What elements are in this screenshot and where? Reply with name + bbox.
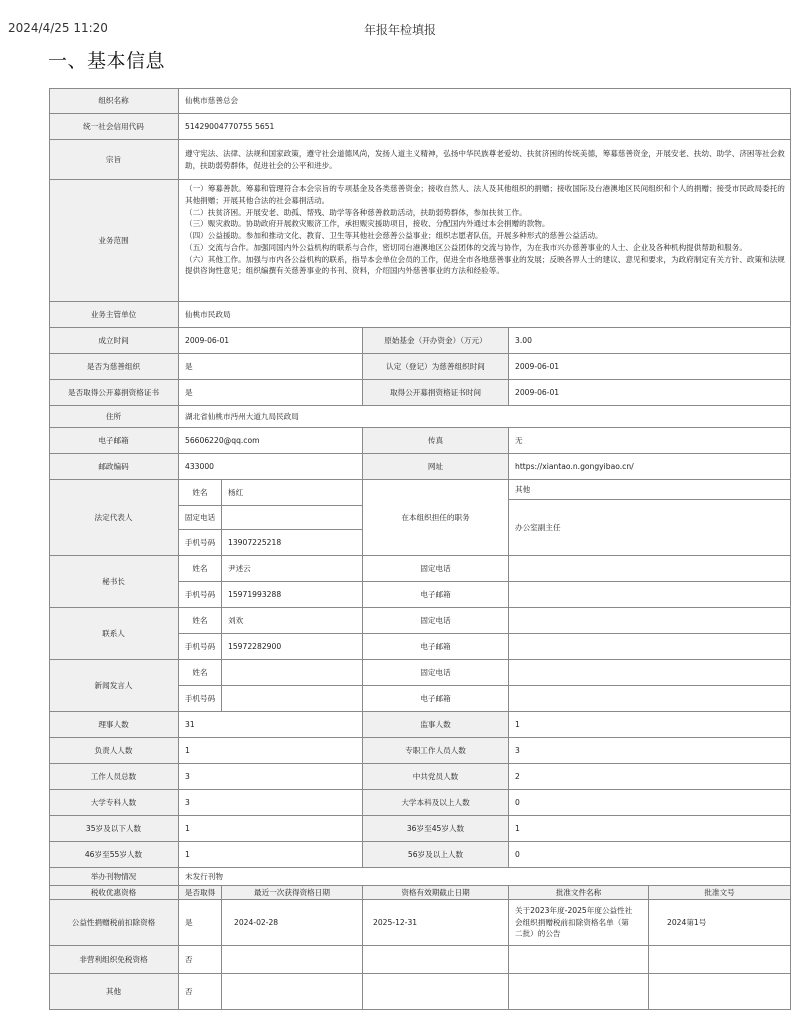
legal-rep-mobile-label: 手机号码 xyxy=(179,530,222,556)
purpose-value: 遵守宪法、法律、法规和国家政策，遵守社会道德风尚，发扬人道主义精神，弘扬中华民族尊老爱幼、扶贫济困的传统美德，筹募慈善资金，开展安老、扶幼、助学、济困等社会救助，扶助弱势群体，促进社会的公平和进步。 xyxy=(179,140,791,180)
recognized-value: 2009-06-01 xyxy=(509,354,791,380)
tax-row-obtained: 否 xyxy=(179,974,222,1010)
spokesperson-name-label: 姓名 xyxy=(179,660,222,686)
contact-phone-label: 固定电话 xyxy=(363,608,509,634)
org-name-value: 仙桃市慈善总会 xyxy=(179,88,791,114)
document-title: 年报年检填报 xyxy=(363,23,436,37)
stat-value: 0 xyxy=(509,790,791,816)
tax-row-name: 公益性捐赠税前扣除资格 xyxy=(49,900,179,946)
stat-label: 理事人数 xyxy=(49,712,179,738)
tax-header: 最近一次获得资格日期 xyxy=(222,886,363,900)
stat-label: 监事人数 xyxy=(363,712,509,738)
fund-value: 3.00 xyxy=(509,328,791,354)
is-charity-label: 是否为慈善组织 xyxy=(49,354,179,380)
publication-label: 举办刊物情况 xyxy=(49,868,179,886)
postcode-label: 邮政编码 xyxy=(49,454,179,480)
tax-row-date: 2024-02-28 xyxy=(222,900,363,946)
tax-row-number xyxy=(649,974,791,1010)
legal-rep-phone-label: 固定电话 xyxy=(179,506,222,530)
tax-row-doc xyxy=(509,974,649,1010)
email-label: 电子邮箱 xyxy=(49,428,179,454)
stat-label: 负责人人数 xyxy=(49,738,179,764)
contact-name: 刘欢 xyxy=(222,608,363,634)
contact-email-label: 电子邮箱 xyxy=(363,634,509,660)
stat-label: 35岁及以下人数 xyxy=(49,816,179,842)
tax-row-doc xyxy=(509,946,649,974)
legal-rep-position-type: 其他 xyxy=(509,480,791,500)
tax-row-number xyxy=(649,946,791,974)
legal-rep-name: 杨红 xyxy=(222,480,363,506)
tax-row-expiry: 2025-12-31 xyxy=(363,900,509,946)
tax-row-date xyxy=(222,946,363,974)
stat-value: 1 xyxy=(179,816,363,842)
stat-value: 1 xyxy=(509,712,791,738)
stat-label: 中共党员人数 xyxy=(363,764,509,790)
secretary-phone xyxy=(509,556,791,582)
spokesperson-email-label: 电子邮箱 xyxy=(363,686,509,712)
scope-item: （三）赈灾救助。协助政府开展救灾赈济工作，承担赈灾援助项目，接收、分配国内外通过本会捐赠的款物。 xyxy=(185,219,550,229)
basic-info-table xyxy=(49,88,791,1010)
legal-rep-position: 办公室副主任 xyxy=(509,500,791,556)
stat-value: 0 xyxy=(509,842,791,868)
secretary-email xyxy=(509,582,791,608)
fund-label: 原始基金（开办资金）（万元） xyxy=(363,328,509,354)
tax-row-name: 其他 xyxy=(49,974,179,1010)
tax-row-name: 非营利组织免税资格 xyxy=(49,946,179,974)
tax-row-expiry xyxy=(363,974,509,1010)
legal-rep-name-label: 姓名 xyxy=(179,480,222,506)
contact-label: 联系人 xyxy=(49,608,179,660)
postcode-value: 433000 xyxy=(179,454,363,480)
fundraise-value: 是 xyxy=(179,380,363,406)
tax-header: 税收优惠资格 xyxy=(49,886,179,900)
tax-row-date xyxy=(222,974,363,1010)
print-timestamp: 2024/4/25 11:20 xyxy=(8,21,108,35)
spokesperson-mobile xyxy=(222,686,363,712)
contact-mobile: 15972282900 xyxy=(222,634,363,660)
stat-value: 1 xyxy=(179,842,363,868)
stat-value: 3 xyxy=(179,764,363,790)
legal-rep-mobile: 13907225218 xyxy=(222,530,363,556)
tax-header: 资格有效期截止日期 xyxy=(363,886,509,900)
spokesperson-mobile-label: 手机号码 xyxy=(179,686,222,712)
established-value: 2009-06-01 xyxy=(179,328,363,354)
scope-item: （五）交流与合作。加强同国内外公益机构的联系与合作，密切同台港澳地区公益团体的交流与协作，为在我市兴办慈善事业的人士、企业及各种机构提供帮助和服务。 xyxy=(185,242,747,252)
stat-label: 56岁及以上人数 xyxy=(363,842,509,868)
org-name-label: 组织名称 xyxy=(49,88,179,114)
tax-row-doc: 关于2023年度-2025年度公益性社会组织捐赠税前扣除资格名单（第二批）的公告 xyxy=(509,900,649,946)
spokesperson-name xyxy=(222,660,363,686)
address-value: 湖北省仙桃市沔州大道九局民政局 xyxy=(179,406,791,428)
website-label: 网址 xyxy=(363,454,509,480)
spokesperson-phone xyxy=(509,660,791,686)
scope-label: 业务范围 xyxy=(49,180,179,302)
scope-item: （二）扶贫济困。开展安老、助孤、帮残、助学等各种慈善救助活动，扶助弱势群体，参加扶贫工作。 xyxy=(185,207,527,217)
tax-row-expiry xyxy=(363,946,509,974)
stat-label: 专职工作人员人数 xyxy=(363,738,509,764)
supervisor-value: 仙桃市民政局 xyxy=(179,302,791,328)
purpose-label: 宗旨 xyxy=(49,140,179,180)
spokesperson-email xyxy=(509,686,791,712)
credit-code-value: 51429004770755 5651 xyxy=(179,114,791,140)
contact-name-label: 姓名 xyxy=(179,608,222,634)
is-charity-value: 是 xyxy=(179,354,363,380)
stat-label: 大学本科及以上人数 xyxy=(363,790,509,816)
fundraise-time-label: 取得公开募捐资格证书时间 xyxy=(363,380,509,406)
address-label: 住所 xyxy=(49,406,179,428)
fundraise-time-value: 2009-06-01 xyxy=(509,380,791,406)
secretary-name-label: 姓名 xyxy=(179,556,222,582)
supervisor-label: 业务主管单位 xyxy=(49,302,179,328)
stat-value: 2 xyxy=(509,764,791,790)
tax-row-obtained: 是 xyxy=(179,900,222,946)
secretary-mobile-label: 手机号码 xyxy=(179,582,222,608)
tax-row-obtained: 否 xyxy=(179,946,222,974)
website-value: https://xiantao.n.gongyibao.cn/ xyxy=(509,454,791,480)
scope-item: （一）筹募善款。筹募和管理符合本会宗旨的专项基金及各类慈善资金；接收自然人、法人及其他组织的捐赠；接收国际及台港澳地区民间组织和个人的捐赠；接受市民政局委托的其他捐赠；开展其他合法的社会募捐活动。 xyxy=(185,184,785,205)
legal-rep-phone xyxy=(222,506,363,530)
legal-rep-position-label: 在本组织担任的职务 xyxy=(363,480,509,556)
fundraise-label: 是否取得公开募捐资格证书 xyxy=(49,380,179,406)
recognized-label: 认定（登记）为慈善组织时间 xyxy=(363,354,509,380)
legal-rep-label: 法定代表人 xyxy=(49,480,179,556)
stat-label: 36岁至45岁人数 xyxy=(363,816,509,842)
scope-value xyxy=(179,180,791,302)
tax-header: 批准文号 xyxy=(649,886,791,900)
contact-mobile-label: 手机号码 xyxy=(179,634,222,660)
established-label: 成立时间 xyxy=(49,328,179,354)
stat-value: 3 xyxy=(509,738,791,764)
secretary-name: 尹述云 xyxy=(222,556,363,582)
stat-label: 工作人员总数 xyxy=(49,764,179,790)
spokesperson-phone-label: 固定电话 xyxy=(363,660,509,686)
stat-label: 46岁至55岁人数 xyxy=(49,842,179,868)
tax-header: 是否取得 xyxy=(179,886,222,900)
secretary-email-label: 电子邮箱 xyxy=(363,582,509,608)
fax-label: 传真 xyxy=(363,428,509,454)
section-title: 一、基本信息 xyxy=(48,50,166,72)
stat-value: 1 xyxy=(509,816,791,842)
secretary-mobile: 15971993288 xyxy=(222,582,363,608)
stat-label: 大学专科人数 xyxy=(49,790,179,816)
scope-item: （六）其他工作。加强与市内各公益机构的联系，指导本会单位会员的工作，促进全市各地慈善事业的发展；反映各界人士的建议、意见和要求，为政府制定有关方针、政策和法规提供咨询性意见；组织编撰有关慈善事业的书刊、资料，介绍国内外慈善事业的方法和经验等。 xyxy=(185,254,785,276)
contact-phone xyxy=(509,608,791,634)
stat-value: 1 xyxy=(179,738,363,764)
tax-row-number: 2024第1号 xyxy=(649,900,791,946)
email-value: 56606220@qq.com xyxy=(179,428,363,454)
tax-header: 批准文件名称 xyxy=(509,886,649,900)
credit-code-label: 统一社会信用代码 xyxy=(49,114,179,140)
publication-value: 未发行刊物 xyxy=(179,868,791,886)
contact-email xyxy=(509,634,791,660)
spokesperson-label: 新闻发言人 xyxy=(49,660,179,712)
stat-value: 31 xyxy=(179,712,363,738)
secretary-phone-label: 固定电话 xyxy=(363,556,509,582)
scope-item: （四）公益援助。参加和推动文化、教育、卫生等其他社会慈善公益事业；组织志愿者队伍，开展多种形式的慈善公益活动。 xyxy=(185,231,603,241)
fax-value: 无 xyxy=(509,428,791,454)
secretary-label: 秘书长 xyxy=(49,556,179,608)
stat-value: 3 xyxy=(179,790,363,816)
